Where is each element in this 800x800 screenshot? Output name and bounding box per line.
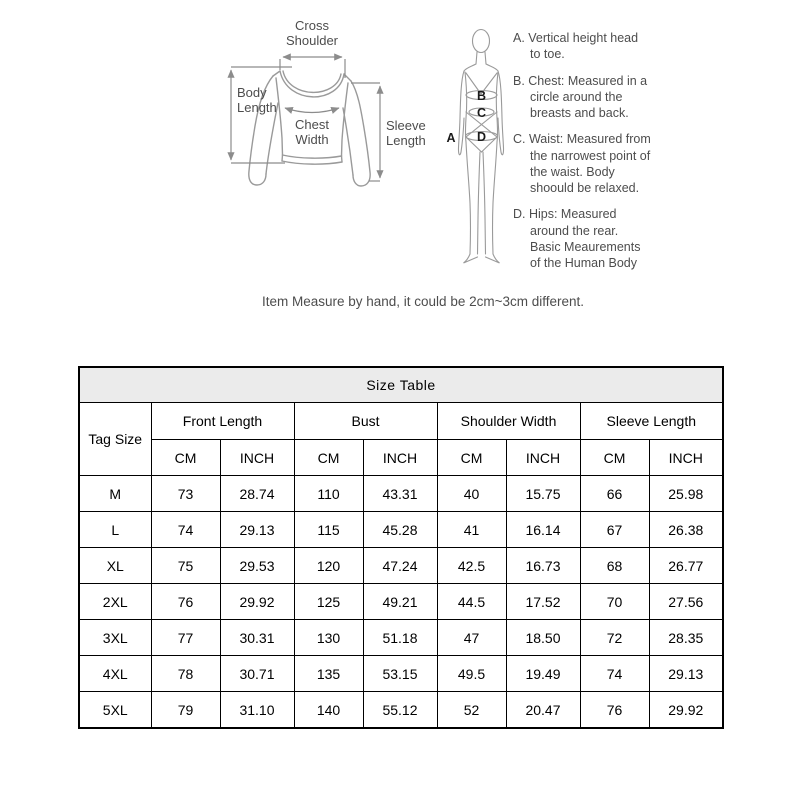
- value-cell: 42.5: [437, 548, 506, 584]
- value-cell: 28.74: [220, 476, 294, 512]
- cross-shoulder-label-line2: Shoulder: [285, 33, 339, 48]
- value-cell: 79: [151, 692, 220, 729]
- unit-header-cm: CM: [294, 440, 363, 476]
- body-figure-diagram: [440, 18, 518, 268]
- table-row-m: [79, 476, 723, 512]
- value-cell: 53.15: [363, 656, 437, 692]
- tag-size-cell: 3XL: [79, 620, 151, 656]
- value-cell: 130: [294, 620, 363, 656]
- table-row-5xl: [79, 692, 723, 729]
- value-cell: 29.13: [220, 512, 294, 548]
- table-title-row: [79, 367, 723, 403]
- value-cell: 40: [437, 476, 506, 512]
- instruction-item-c: C. Waist: Measured from the narrowest point of the waist. Body shoould be relaxed.: [513, 132, 651, 195]
- value-cell: 115: [294, 512, 363, 548]
- value-cell: 74: [580, 656, 649, 692]
- instruction-item-d: D. Hips: Measured around the rear. Basic Meaurements of the Human Body: [513, 207, 641, 270]
- chest-width-label: Chest: [295, 117, 329, 132]
- unit-header-inch: INCH: [220, 440, 294, 476]
- chest-width-arrow: [285, 108, 339, 113]
- instruction-item-a: A. Vertical height head to toe.: [513, 31, 639, 62]
- value-cell: 110: [294, 476, 363, 512]
- tag-size-cell: 2XL: [79, 584, 151, 620]
- sleeve-length-arrow: [351, 83, 380, 181]
- value-cell: 30.31: [220, 620, 294, 656]
- value-cell: 77: [151, 620, 220, 656]
- value-cell: 49.21: [363, 584, 437, 620]
- value-cell: 72: [580, 620, 649, 656]
- value-cell: 135: [294, 656, 363, 692]
- value-cell: 29.92: [649, 692, 723, 729]
- instruction-item-b: B. Chest: Measured in a circle around the breasts and back.: [513, 73, 648, 120]
- measurement-instructions: [513, 30, 651, 281]
- value-cell: 25.98: [649, 476, 723, 512]
- value-cell: 66: [580, 476, 649, 512]
- value-cell: 29.53: [220, 548, 294, 584]
- value-cell: 47: [437, 620, 506, 656]
- value-cell: 18.50: [506, 620, 580, 656]
- body-length-label-line2: Length: [237, 100, 277, 115]
- value-cell: 70: [580, 584, 649, 620]
- size-table: [78, 366, 724, 729]
- value-cell: 29.92: [220, 584, 294, 620]
- unit-header-inch: INCH: [649, 440, 723, 476]
- sleeve-length-label-line2: Length: [386, 133, 426, 148]
- value-cell: 16.73: [506, 548, 580, 584]
- value-cell: 125: [294, 584, 363, 620]
- tag-size-cell: 4XL: [79, 656, 151, 692]
- column-header-front-length: Front Length: [151, 403, 294, 440]
- value-cell: 16.14: [506, 512, 580, 548]
- value-cell: 51.18: [363, 620, 437, 656]
- value-cell: 20.47: [506, 692, 580, 729]
- value-cell: 44.5: [437, 584, 506, 620]
- table-row-xl: [79, 548, 723, 584]
- measure-tolerance-note: Item Measure by hand, it could be 2cm~3cm different.: [261, 294, 585, 309]
- value-cell: 68: [580, 548, 649, 584]
- value-cell: 75: [151, 548, 220, 584]
- marker-b: B: [476, 89, 487, 103]
- value-cell: 49.5: [437, 656, 506, 692]
- unit-header-inch: INCH: [363, 440, 437, 476]
- tag-size-cell: XL: [79, 548, 151, 584]
- sleeve-length-label: Sleeve: [386, 118, 426, 133]
- table-group-header-row: [79, 403, 723, 440]
- value-cell: 73: [151, 476, 220, 512]
- value-cell: 30.71: [220, 656, 294, 692]
- marker-a: A: [446, 131, 456, 145]
- size-table-title: Size Table: [79, 367, 723, 403]
- column-header-sleeve-length: Sleeve Length: [580, 403, 723, 440]
- value-cell: 29.13: [649, 656, 723, 692]
- value-cell: 41: [437, 512, 506, 548]
- column-header-tag-size: Tag Size: [79, 403, 151, 476]
- chest-width-label-line2: Width: [295, 132, 329, 147]
- value-cell: 31.10: [220, 692, 294, 729]
- value-cell: 120: [294, 548, 363, 584]
- tag-size-cell: L: [79, 512, 151, 548]
- table-row-3xl: [79, 620, 723, 656]
- tag-size-cell: M: [79, 476, 151, 512]
- marker-d: D: [476, 130, 487, 144]
- value-cell: 27.56: [649, 584, 723, 620]
- value-cell: 52: [437, 692, 506, 729]
- value-cell: 45.28: [363, 512, 437, 548]
- table-row-2xl: [79, 584, 723, 620]
- table-row-4xl: [79, 656, 723, 692]
- value-cell: 67: [580, 512, 649, 548]
- value-cell: 74: [151, 512, 220, 548]
- column-header-shoulder-width: Shoulder Width: [437, 403, 580, 440]
- unit-header-inch: INCH: [506, 440, 580, 476]
- tag-size-cell: 5XL: [79, 692, 151, 729]
- value-cell: 55.12: [363, 692, 437, 729]
- value-cell: 76: [151, 584, 220, 620]
- body-length-label: Body: [237, 85, 267, 100]
- column-header-bust: Bust: [294, 403, 437, 440]
- value-cell: 43.31: [363, 476, 437, 512]
- unit-header-cm: CM: [437, 440, 506, 476]
- table-row-l: [79, 512, 723, 548]
- value-cell: 76: [580, 692, 649, 729]
- value-cell: 140: [294, 692, 363, 729]
- table-unit-header-row: [79, 440, 723, 476]
- cross-shoulder-label: Cross: [295, 18, 329, 33]
- value-cell: 78: [151, 656, 220, 692]
- value-cell: 19.49: [506, 656, 580, 692]
- value-cell: 17.52: [506, 584, 580, 620]
- body-outline-drawing: [458, 30, 503, 264]
- value-cell: 26.38: [649, 512, 723, 548]
- garment-measure-diagram: [195, 8, 465, 208]
- value-cell: 47.24: [363, 548, 437, 584]
- unit-header-cm: CM: [580, 440, 649, 476]
- unit-header-cm: CM: [151, 440, 220, 476]
- value-cell: 28.35: [649, 620, 723, 656]
- value-cell: 15.75: [506, 476, 580, 512]
- size-table-section: [78, 366, 724, 729]
- marker-c: C: [476, 106, 487, 120]
- value-cell: 26.77: [649, 548, 723, 584]
